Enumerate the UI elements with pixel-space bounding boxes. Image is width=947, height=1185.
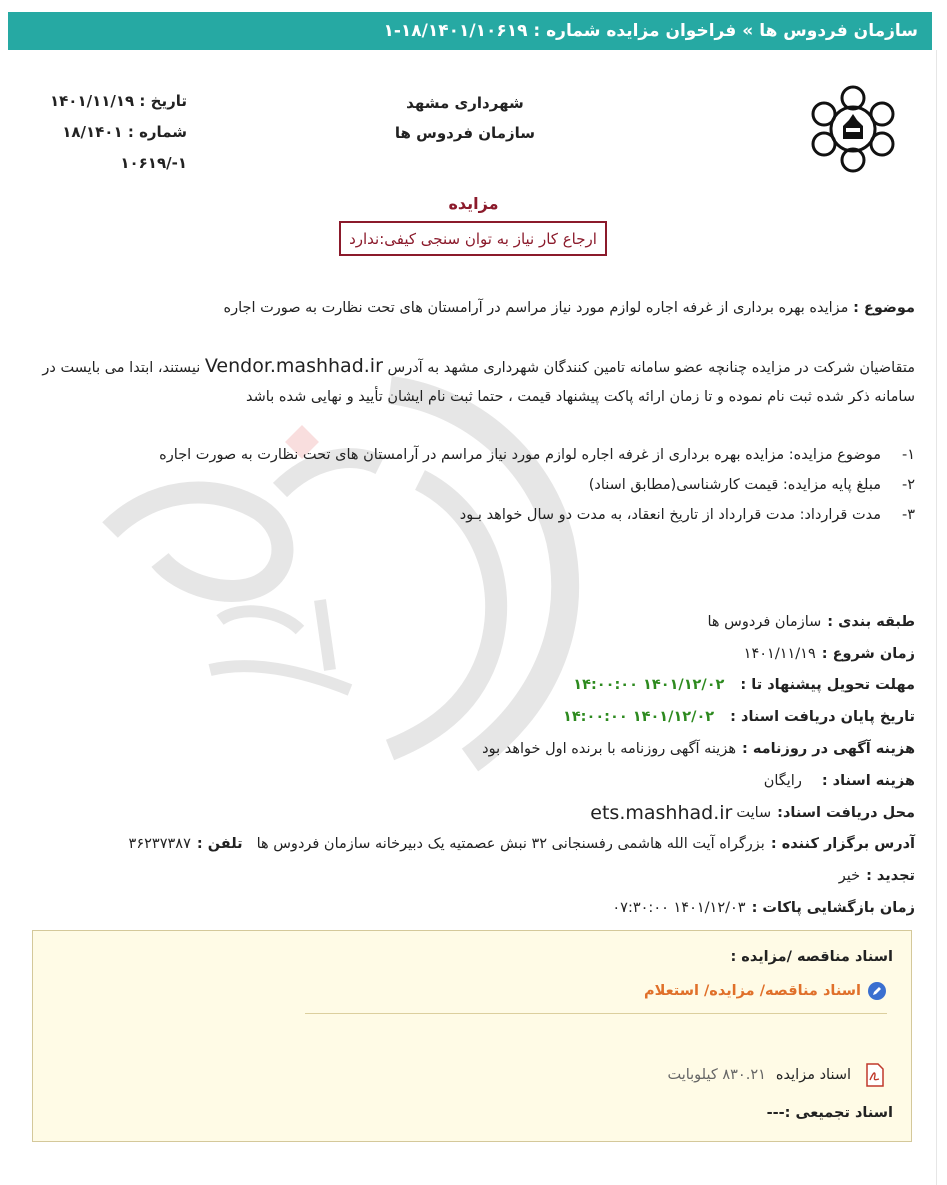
doc-place-row (35, 797, 915, 829)
pdf-file-icon (865, 1063, 885, 1087)
auction-details (35, 606, 915, 924)
letter-number-cont: ۱-/۱۰۶۱۹ (120, 154, 187, 172)
subject-text: مزایده بهره برداری از غرفه اجاره لوازم مورد نیاز مراسم در آرامستان های تحت نظارت به صورت اجاره (223, 300, 849, 316)
opening-value: ۱۴۰۱/۱۲/۰۳ ۰۷:۳۰:۰۰ (612, 900, 746, 917)
start-row (35, 638, 915, 670)
auction-items-list (35, 440, 915, 530)
address-label: آدرس برگزار کننده : (770, 836, 915, 853)
ad-cost-value: هزینه آگهی روزنامه با برنده اول خواهد بود (482, 741, 736, 758)
doc-place-prefix: سایت (736, 804, 772, 821)
documents-link[interactable] (644, 981, 887, 1001)
breadcrumb-bar (8, 12, 932, 50)
page-border (936, 50, 937, 1185)
doc-place-label: محل دریافت اسناد: (777, 804, 915, 821)
breadcrumb-current: فراخوان مزایده شماره : ۱۸/۱۴۰۱/۱۰۶۱۹-۱ (383, 21, 737, 41)
documents-box (32, 930, 912, 1142)
deadline-label: مهلت تحویل پیشنهاد تا : (740, 677, 915, 694)
start-value: ۱۴۰۱/۱۱/۱۹ (743, 645, 816, 662)
doc-end-label: تاریخ پایان دریافت اسناد : (730, 709, 915, 726)
letterhead-org (395, 88, 535, 148)
category-label: طبقه بندی : (827, 613, 915, 630)
intro-paragraph (30, 352, 915, 412)
item-text: مدت قرارداد: مدت قرارداد از تاریخ انعقاد، به مدت دو سال خواهد بـود (459, 507, 881, 523)
ad-cost-label: هزینه آگهی در روزنامه : (741, 741, 915, 758)
item-number: ۱- (901, 447, 915, 463)
phone-label: تلفن : (196, 836, 243, 853)
category-value: سازمان فردوس ها (707, 613, 822, 630)
list-item (35, 500, 915, 530)
item-text: مبلغ پایه مزایده: قیمت کارشناسی(مطابق اسناد) (588, 477, 881, 493)
composite-documents: اسناد تجمیعی :--- (766, 1105, 893, 1121)
letter-date: تاریخ : ۱۴۰۱/۱۱/۱۹ (50, 92, 187, 110)
renew-value: خیر (838, 868, 861, 885)
deadline-row (35, 670, 915, 702)
letterhead-line1: شهرداری مشهد (406, 94, 524, 112)
renew-row (35, 860, 915, 892)
item-text: موضوع مزایده: مزایده بهره برداری از غرفه اجاره لوازم مورد نیاز مراسم در آرامستان های تحت نظارت به صورت اجاره (159, 447, 881, 463)
list-item (35, 470, 915, 500)
file-entry[interactable] (667, 1063, 885, 1087)
intro-part2: نیستند، ابتدا می بایست در سامانه ذکر شده ثبت نام نموده و تا زمان ارائه پاکت پیشنهاد قیمت ، حتما ثبت نام ایشان تأیید و نهایی شده باشد (42, 360, 915, 405)
mashhad-municipality-logo (806, 84, 900, 174)
deadline-value: ۱۴۰۱/۱۲/۰۲ ۱۴:۰۰:۰۰ (573, 677, 725, 694)
doc-end-value: ۱۴۰۱/۱۲/۰۲ ۱۴:۰۰:۰۰ (562, 709, 715, 726)
letterhead-meta (42, 86, 187, 179)
item-number: ۲- (901, 477, 915, 493)
renew-label: تجدید : (866, 868, 915, 885)
start-label: زمان شروع : (821, 645, 915, 662)
opening-label: زمان بازگشایی پاکات : (751, 900, 915, 917)
file-size: ۸۳۰.۲۱ کیلوبایت (667, 1067, 766, 1083)
doc-cost-value: رایگان (763, 772, 802, 789)
auction-title: مزایده (448, 194, 499, 213)
doc-cost-label: هزینه اسناد : (821, 772, 915, 789)
doc-cost-row (35, 765, 915, 797)
letterhead-line2: سازمان فردوس ها (394, 124, 535, 142)
subject-label: موضوع : (853, 300, 915, 316)
vendor-url: Vendor.mashhad.ir (204, 355, 383, 377)
address-value: بزرگراه آیت الله هاشمی رفسنجانی ۳۲ نبش عصمتیه یک دبیرخانه سازمان فردوس ها (256, 836, 765, 853)
address-row (35, 829, 915, 861)
requirement-box: ارجاع کار نیاز به توان سنجی کیفی:ندارد (339, 221, 607, 256)
opening-row (35, 892, 915, 924)
documents-link-label: اسناد مناقصه/ مزایده/ استعلام (643, 983, 861, 999)
list-item (35, 440, 915, 470)
intro-part1: متقاضیان شرکت در مزایده چنانچه عضو سامانه تامین کنندگان شهرداری مشهد به آدرس (387, 360, 915, 376)
breadcrumb-separator: » (742, 21, 754, 41)
doc-end-row (35, 701, 915, 733)
ad-cost-row (35, 733, 915, 765)
phone-value: ۳۶۲۳۷۳۸۷ (128, 836, 191, 853)
file-name[interactable]: اسناد مزایده (775, 1067, 851, 1083)
doc-place-site: ets.mashhad.ir (590, 801, 733, 824)
documents-divider (305, 1013, 887, 1014)
subject-line (35, 300, 915, 316)
letter-number: شماره : ۱۸/۱۴۰۱ (62, 123, 187, 141)
item-number: ۳- (901, 507, 915, 523)
category-row (35, 606, 915, 638)
breadcrumb-org-link[interactable]: سازمان فردوس ها (759, 21, 918, 41)
documents-heading: اسناد مناقصه /مزایده : (730, 949, 893, 965)
edit-pencil-icon (867, 981, 887, 1001)
